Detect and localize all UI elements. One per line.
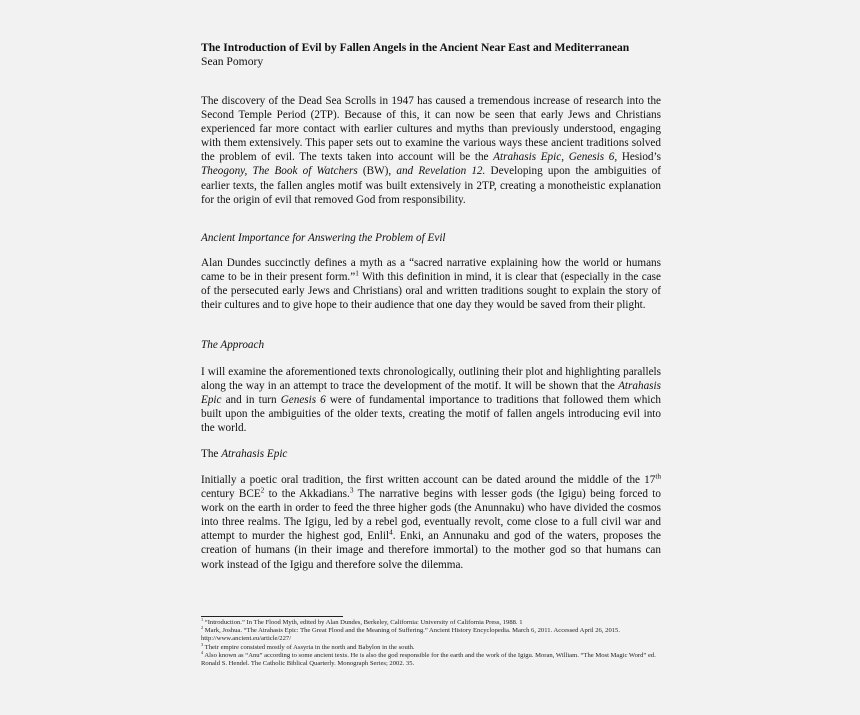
intro-text-d: Developing upon the ambiguities of earlier texts, the fallen angles motif was built extensively in 2TP, creating a monotheistic explanation for the origin of evil that removed God from responsibility. — [201, 165, 661, 206]
atrahasis-text-b: century BCE — [201, 488, 261, 501]
footnote-ref-1: 1 — [355, 269, 359, 278]
importance-paragraph — [201, 256, 661, 312]
atrahasis-text-d: The narrative begins with lesser gods (the Igigu) being forced to work on the earth in order to feed the three higher gods (the Anunnaku) who have divided the cosmos into three realms. The Igigu, led by a rebel god, eventually revolt, come close to a full civil war and attempt to murder the highest god, Enlil — [201, 488, 661, 543]
footnote-4 — [201, 649, 661, 668]
paper-title: The Introduction of Evil by Fallen Angels in the Ancient Near East and Mediterranean — [201, 41, 630, 54]
footnote-number: 4 — [201, 649, 204, 655]
intro-text-b: Hesiod’s — [617, 151, 661, 164]
footnote-text: “Introduction.” In The Flood Myth, edited by Alan Dundes, Berkeley, California: University of California Press, 1988. 1 — [203, 619, 523, 626]
intro-text-a: The discovery of the Dead Sea Scrolls in 1947 has caused a tremendous increase of research into the Second Temple Period (2TP). Because of this, it can now be seen that early Jews and Christians experienced far more contact with earlier cultures and myths than previously understood, engaging with them extensively. This paper sets out to examine the various ways these ancient traditions solved the problem of evil. The texts taken into account will be the — [201, 95, 661, 164]
section-heading-importance: Ancient Importance for Answering the Problem of Evil — [201, 232, 446, 244]
intro-theogony: Theogony, The Book of Watchers — [201, 165, 358, 178]
footnote-number: 1 — [201, 616, 204, 622]
footnote-divider — [201, 616, 343, 617]
atrahasis-paragraph — [201, 473, 661, 572]
approach-text-c: were of fundamental importance to traditions that followed them which built upon the ambiguities of the older texts, creating the motif of fallen angels introducing evil into the world. — [201, 394, 661, 435]
approach-text-a: I will examine the aforementioned texts chronologically, outlining their plot and highlighting parallels along the way in an attempt to trace the development of the motif. It will be shown that the — [201, 366, 661, 393]
approach-genesis: Genesis 6 — [280, 394, 326, 407]
atrahasis-text-e: . Enki, an Annunaku and god of the waters, proposes the creation of humans (in their image and therefore immortal) to the mother god so that humans can work instead of the Igigu and therefore solve the dilemma. — [201, 530, 661, 571]
heading-atrahasis-title: Atrahasis Epic — [221, 448, 288, 460]
footnotes — [201, 616, 661, 668]
heading-the: The — [201, 448, 222, 460]
approach-text-b: and in turn — [221, 394, 281, 407]
approach-atrahasis: Atrahasis Epic — [201, 380, 661, 407]
importance-text-a: Alan Dundes succinctly defines a myth as a “sacred narrative explaining how the world or humans came to be in their present form.” — [201, 257, 661, 284]
atrahasis-text-a: Initially a poetic oral tradition, the first written account can be dated around the middle of the 17 — [201, 474, 656, 486]
footnote-ref-3: 3 — [349, 486, 354, 495]
section-heading-approach: The Approach — [201, 339, 265, 351]
intro-revelation: and Revelation 12. — [396, 165, 486, 178]
ordinal-suffix: th — [655, 472, 661, 481]
importance-text-b: With this definition in mind, it is clear that (especially in the case of the persecuted early Jews and Christians) oral and written traditions sought to explain the story of their cultures and to give hope to their audience that one day they would be saved from their plight. — [201, 271, 661, 312]
footnote-1 — [201, 616, 661, 627]
footnote-number: 2 — [201, 625, 204, 631]
footnote-ref-2: 2 — [260, 486, 265, 495]
author-name: Sean Pomory — [201, 55, 264, 68]
approach-paragraph — [201, 365, 661, 435]
footnote-3 — [201, 641, 661, 652]
footnote-ref-4: 4 — [389, 528, 393, 537]
intro-text-c: (BW), — [357, 165, 397, 178]
section-heading-atrahasis — [201, 447, 661, 461]
intro-atrahasis: Atrahasis Epic, Genesis 6, — [493, 151, 618, 164]
footnote-text: Mark, Joshua. “The Atrahasis Epic: The Great Flood and the Meaning of Suffering.” Ancient History Encyclopedia. March 6, 2011. Accessed April 26, 2015. http://www.ancient.eu/article/227/ — [201, 627, 620, 643]
atrahasis-text-c: to the Akkadians. — [264, 488, 350, 501]
footnote-2 — [201, 627, 661, 643]
intro-paragraph — [201, 94, 661, 207]
footnote-text: Their empire consisted mostly of Assyria in the north and Babylon in the south. — [203, 643, 415, 651]
footnote-number: 3 — [201, 641, 204, 647]
footnote-text: Also known as “Anu” according to some ancient texts. He is also the god responsible for the earth and the work of the Igigu. Moran, William. “The Most Magic Word” ed. Ronald S. Hendel. The Catholic Biblical Quarterly. Monograph Series; 2002. 35. — [201, 651, 656, 668]
